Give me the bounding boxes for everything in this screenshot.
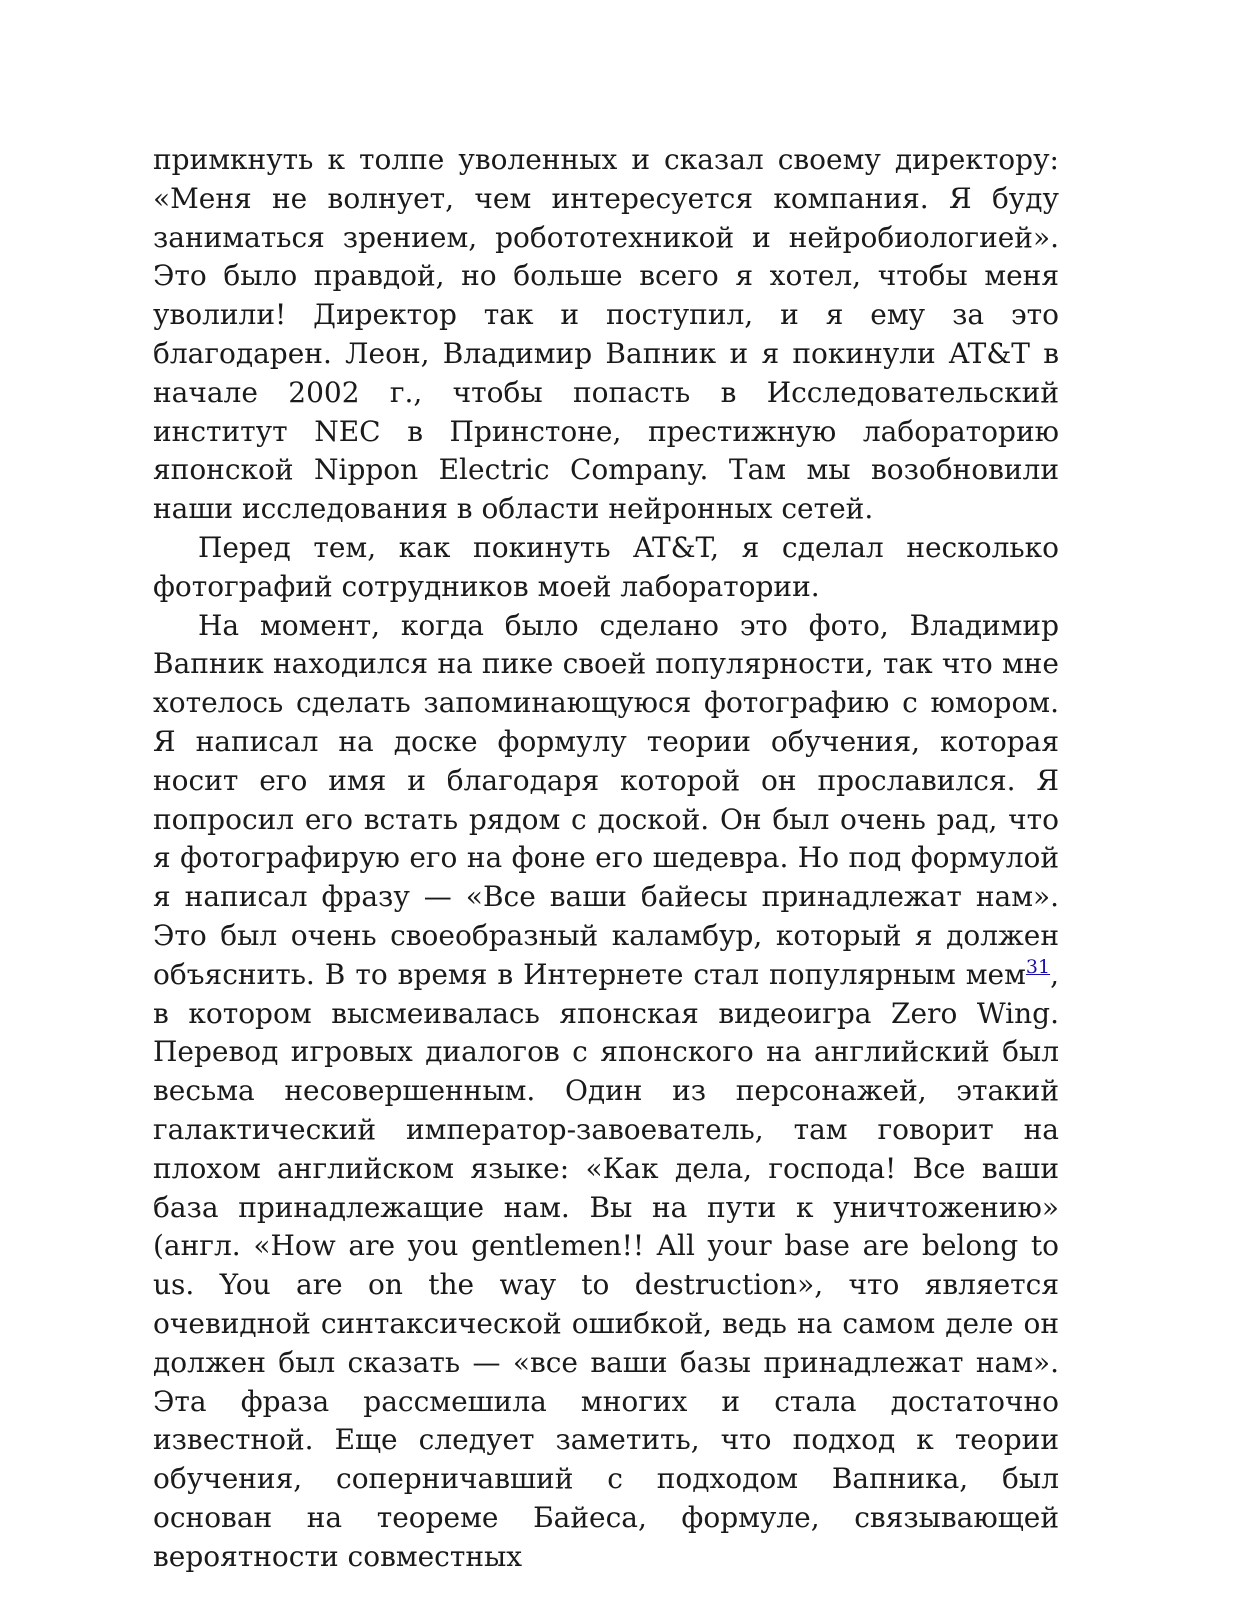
paragraph-3: [153, 607, 1059, 1577]
paragraph-1: примкнуть к толпе уволенных и сказал своему директору: «Меня не волнует, чем интересуется компания. Я буду заниматься зрением, робототехникой и нейробиологией». Это было правдой, но больше всего я хотел, чтобы меня уволили! Директор так и поступил, и я ему за это благодарен. Леон, Владимир Вапник и я покинули AT&T в начале 2002 г., чтобы попасть в Исследовательский институт NEC в Принстоне, престижную лабораторию японской Nippon Electric Company. Там мы возобновили наши исследования в области нейронных сетей.: [153, 143, 1059, 526]
paragraph-3-text-before-ref: На момент, когда было сделано это фото, Владимир Вапник находился на пике своей популярности, так что мне хотелось сделать запоминающуюся фотографию с юмором. Я написал на доске формулу теории обучения, которая носит его имя и благодаря которой он прославился. Я попросил его встать рядом с доской. Он был очень рад, что я фотографирую его на фоне его шедевра. Но под формулой я написал фразу — «Все ваши байесы принадлежат нам». Это был очень своеобразный каламбур, который я должен объяснить. В то время в Интернете стал популярным мем: [153, 608, 1059, 991]
footnote-reference-link[interactable]: 31: [1025, 955, 1051, 978]
paragraph-3-text-after-ref: , в котором высмеивалась японская видеоигра Zero Wing. Перевод игровых диалогов с японского на английский был весьма несовершенным. Один из персонажей, этакий галактический император-завоеватель, там говорит на плохом английском языке: «Как дела, господа! Все ваши база принадлежащие нам. Вы на пути к уничтожению» (англ. «How are you gentlemen!! All your base are belong to us. You are on the way to destruction», что является очевидной синтаксической ошибкой, ведь на самом деле он должен был сказать — «все ваши базы принадлежат нам». Эта фраза рассмешила многих и стала достаточно известной. Еще следует заметить, что подход к теории обучения, соперничавший с подходом Вапника, был основан на теореме Байеса, формуле, связывающей вероятности совместных: [153, 957, 1059, 1573]
book-page: [153, 141, 1059, 1576]
paragraph-2: Перед тем, как покинуть AT&T, я сделал несколько фотографий сотрудников моей лаборатории.: [153, 530, 1059, 603]
